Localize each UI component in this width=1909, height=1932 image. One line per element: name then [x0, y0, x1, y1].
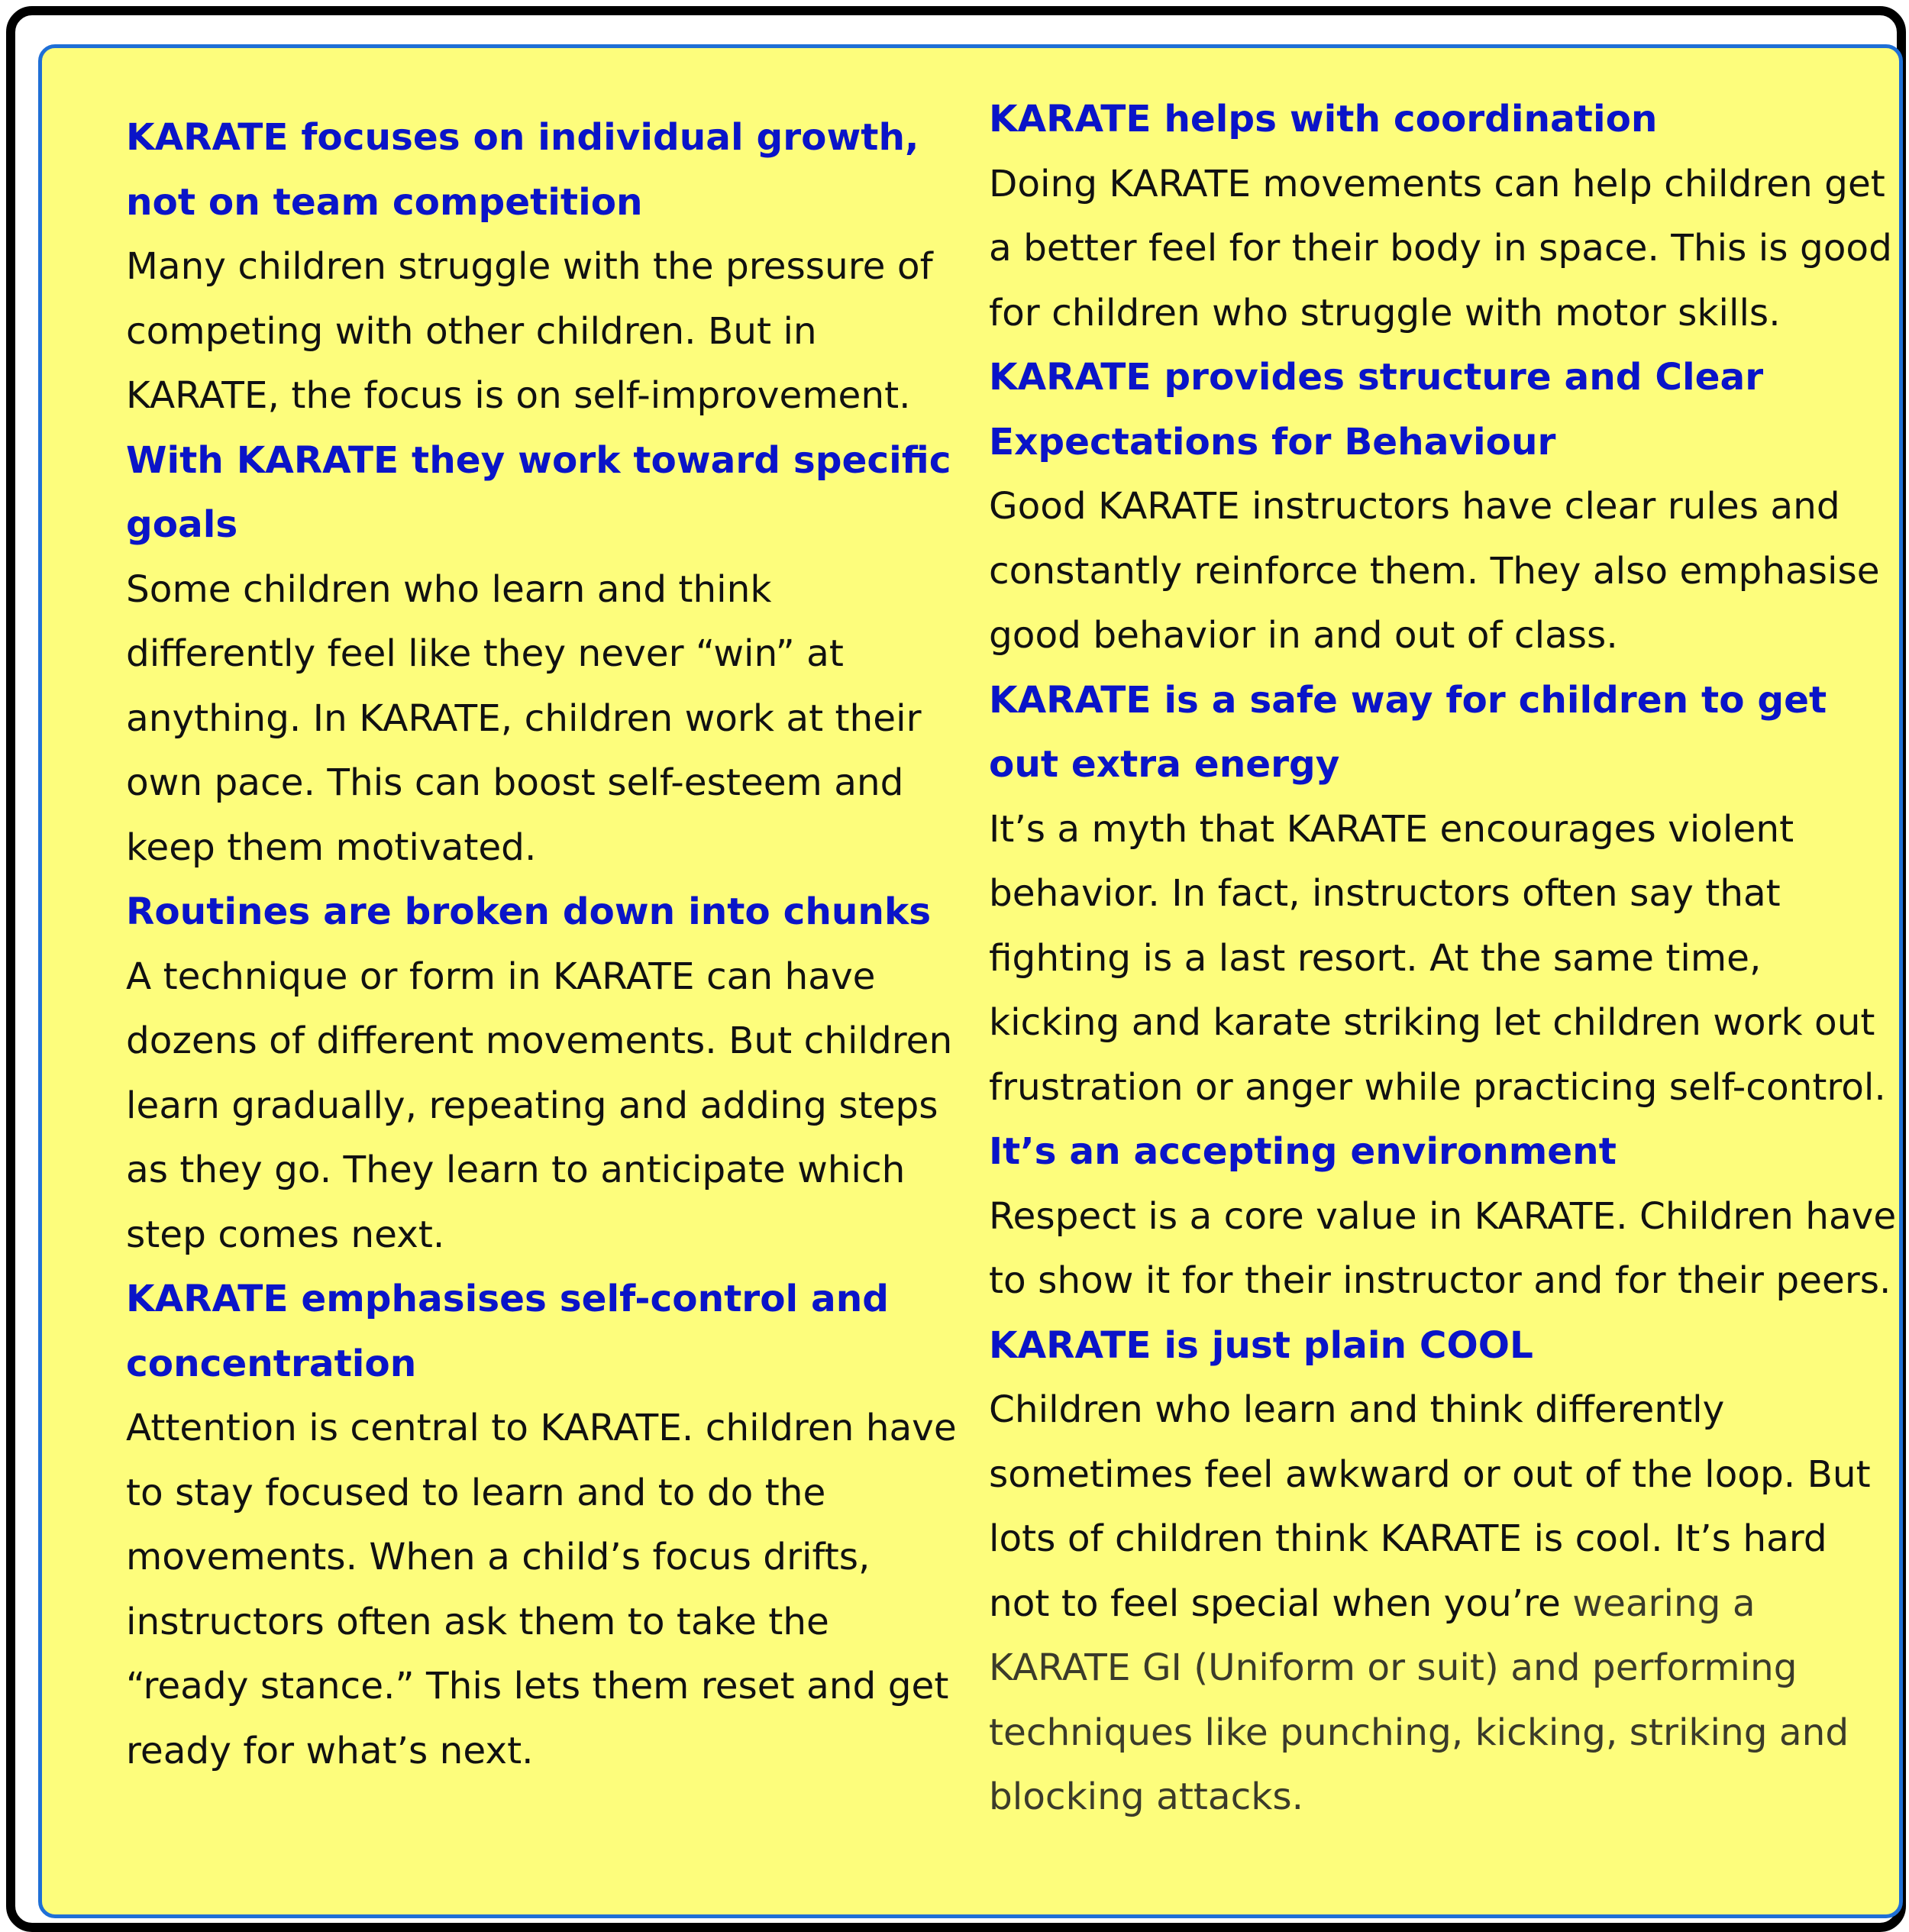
section-heading: KARATE is just plain COOL [989, 1323, 1533, 1367]
section-body [989, 1378, 1898, 1830]
section-body-main: Children who learn and think differently sometimes feel awkward or out of the loop. But lots of children think KARATE is cool. It’s hard not to feel special when you’re [989, 1388, 1871, 1625]
section-body: Some children who learn and think differently feel like they never “win” at anything. In KARATE, children work at their own pace. This can boost self-esteem and keep them motivated. [126, 567, 922, 869]
section-routines-chunks [126, 880, 958, 1267]
section-structure [989, 345, 1898, 668]
section-body: Doing KARATE movements can help children get a better feel for their body in space. This is good for children who struggle with motor skills. [989, 162, 1892, 334]
section-body: It’s a myth that KARATE encourages violent behavior. In fact, instructors often say that fighting is a last resort. At the same time, kicking and karate striking let children work out frustration or anger while practicing self-control. [989, 807, 1886, 1109]
section-body: Respect is a core value in KARATE. Children have to show it for their instructor and for their peers. [989, 1194, 1897, 1302]
section-heading: It’s an accepting environment [989, 1130, 1617, 1173]
right-column [989, 87, 1898, 1830]
left-column [126, 105, 958, 1783]
section-body: Good KARATE instructors have clear rules and constantly reinforce them. They also emphasise good behavior in and out of class. [989, 485, 1880, 657]
section-extra-energy [989, 668, 1898, 1120]
section-heading: With KARATE they work toward specific goals [126, 438, 951, 546]
section-self-control [126, 1267, 958, 1783]
section-individual-growth [126, 105, 958, 428]
section-specific-goals [126, 428, 958, 880]
outer-frame [6, 6, 1906, 1932]
section-body-tail: wearing a KARATE GI (Uniform or suit) and performing techniques like punching, kicking, striking and blocking attacks. [989, 1581, 1849, 1818]
section-heading: KARATE provides structure and Clear Expectations for Behaviour [989, 356, 1764, 464]
section-body: Many children struggle with the pressure of competing with other children. But in KARATE, the focus is on self-improvement. [126, 245, 933, 417]
section-plain-cool [989, 1313, 1898, 1830]
section-heading: KARATE is a safe way for children to get out extra energy [989, 678, 1827, 786]
section-heading: KARATE emphasises self-control and concentration [126, 1278, 890, 1385]
section-body: Attention is central to KARATE. children have to stay focused to learn and to do the movements. When a child’s focus drifts, instructors often ask them to take the “ready stance.” This lets them reset and get ready for what’s next. [126, 1407, 957, 1772]
section-body: A technique or form in KARATE can have dozens of different movements. But children learn gradually, repeating and adding steps as they go. They learn to anticipate which step comes next. [126, 955, 953, 1256]
info-panel [38, 44, 1903, 1918]
section-heading: KARATE helps with coordination [989, 98, 1658, 141]
section-heading: KARATE focuses on individual growth, not on team competition [126, 116, 919, 224]
section-coordination [989, 87, 1898, 345]
section-heading: Routines are broken down into chunks [126, 890, 932, 933]
section-accepting-environment [989, 1119, 1898, 1313]
